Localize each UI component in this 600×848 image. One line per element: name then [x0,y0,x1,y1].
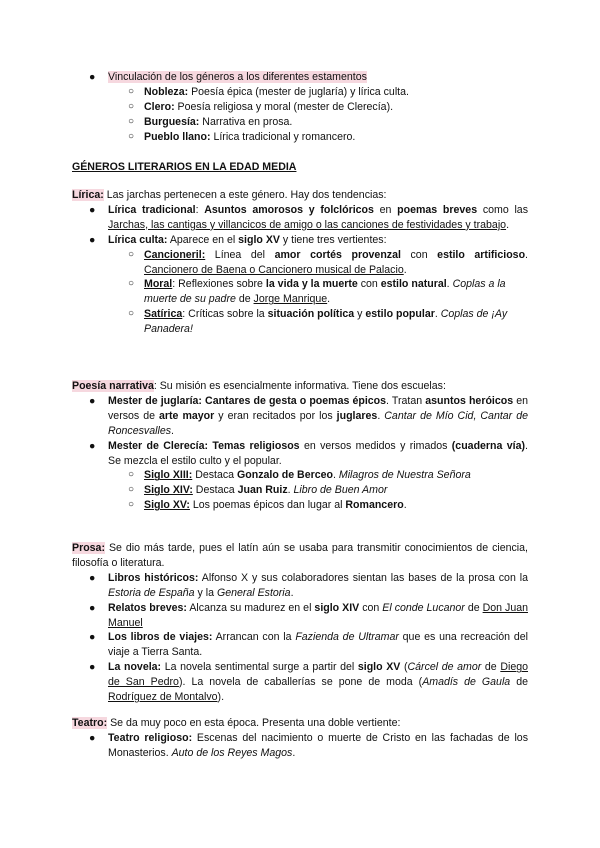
bold-text: estilo popular [365,308,435,321]
list-item [72,630,528,660]
text: y la [194,586,217,599]
text: con [400,248,438,261]
lirica-intro: Las jarchas pertenecen a este género. Hay dos tendencias: [103,189,387,201]
bold-text: arte mayor [159,409,215,422]
item-label: Mester de Clerecía: [108,439,209,452]
text: Escenas del nacimiento o muerte de Cristo en las fachadas de los Monasterios. [108,731,529,759]
text: . [377,409,385,422]
italic-text: Milagros de Nuestra Señora [338,469,471,482]
item-label: Nobleza: [144,85,189,98]
list-item [72,394,528,439]
underlined-text: Rodríguez de Montalvo [108,691,218,704]
bold-text: juglares [336,409,378,422]
bullet-disc: ● [89,661,96,674]
text: . [292,746,296,759]
list-item [72,203,528,233]
text: Destaca [192,469,238,482]
italic-text: Estoria de España [108,586,195,599]
bullet-disc: ● [89,233,96,246]
bold-text: siglo XV [238,233,280,246]
item-text: Lírica tradicional y romancero. [210,130,356,143]
bold-text: estilo natural [380,278,447,291]
item-text: Narrativa en prosa. [199,115,293,128]
bold-text: siglo XV [357,661,401,674]
item-label: Lírica culta: [108,233,168,246]
underlined-text: Jorge Manrique [253,293,328,306]
text: y eran recitados por los [214,409,337,422]
bold-text: la vida y la muerte [265,278,358,291]
teatro-section [72,716,528,761]
text: . [332,469,339,482]
teatro-intro: Se da muy poco en esta época. Presenta una doble vertiente: [107,717,401,729]
item-label: Moral [144,278,173,291]
underlined-text: Don Juan Manuel [108,601,528,629]
bullet-disc: ● [89,394,96,407]
text: . [434,308,441,321]
text: : [195,203,205,216]
item-text: Poesía épica (mester de juglaría) y lírica culta. [188,85,409,98]
bullet-circle: ○ [128,484,135,496]
underlined-text: Jarchas, las cantigas y villancicos de amigo o las canciones de festividades y trabajo [108,218,507,231]
text: . [287,484,294,497]
bullet-circle: ○ [128,248,135,260]
text: Destaca [192,484,238,497]
text: con [357,278,381,291]
item-label: Cancioneril: [144,248,206,261]
bold-text: Asuntos amorosos y folclóricos [204,203,374,216]
bullet-disc: ● [89,439,96,452]
bullet-disc: ● [89,203,96,216]
text: . [446,278,453,291]
italic-text: Libro de Buen Amor [293,484,388,497]
text: . [506,218,510,231]
text: Los poemas épicos dan lugar al [189,499,346,512]
narrativa-label: Poesía narrativa [72,380,154,392]
text: Aparece en el [167,233,239,246]
teatro-label: Teatro: [72,717,108,729]
bold-text: situación política [267,308,355,321]
italic-text: Auto de los Reyes Magos [171,746,293,759]
text: de [510,676,529,689]
text: La novela sentimental surge a partir del [161,661,358,674]
item-label: Siglo XIII: [144,469,193,482]
prosa-label: Prosa: [72,542,105,554]
text: y tiene tres vertientes: [279,233,387,246]
item-label: Libros históricos: [108,571,199,584]
item-label: Clero: [144,100,175,113]
item-label: La novela: [108,661,162,674]
list-item [72,660,528,705]
bold-text: Gonzalo de Berceo [237,469,333,482]
bullet-disc: ● [89,71,96,83]
text: . [171,424,174,437]
text: ( [400,661,408,674]
bullet-disc: ● [89,601,96,614]
text: en versos de [108,394,529,422]
text: . [403,499,407,512]
estamentos-intro: Vinculación de los géneros a los diferentes estamentos [108,71,367,83]
bullet-circle: ○ [128,499,135,511]
bold-text: (cuaderna vía) [451,439,526,452]
item-label: Lírica tradicional [108,203,196,216]
list-item [72,483,528,498]
prosa-section [72,541,528,705]
prosa-intro: Se dio más tarde, pues el latín aún se usaba para transmitir conocimientos de ciencia, filosofía o literatura. [72,542,528,569]
item-label: Mester de juglaría: [108,394,202,407]
list-item [72,130,528,145]
text: y [354,308,366,321]
list-item [72,498,528,513]
text: ). [217,691,225,704]
bullet-circle: ○ [128,308,135,320]
text: de [464,601,483,614]
bold-text: Romancero [345,499,404,512]
list-item [72,277,528,307]
list-item [72,100,528,115]
text: . Se mezcla el estilo culto y el popular. [108,439,528,467]
item-label: Los libros de viajes: [108,631,213,644]
italic-text: El conde Lucanor [382,601,465,614]
item-label: Satírica [144,308,183,321]
bold-text: Temas religiosos [208,439,300,452]
list-item [72,439,528,469]
italic-text: General Estoria [216,586,291,599]
text: Línea del [205,248,275,261]
bold-text: asuntos heróicos [425,394,514,407]
text: . [290,586,294,599]
text: Arrancan con la [212,631,296,644]
text: . [403,263,407,276]
italic-text: Cantar de Mío Cid, Cantar de Roncesvalles [108,409,528,437]
text: Alfonso X y sus colaboradores sientan las bases de la prosa con la [198,571,529,584]
text: como las [477,203,528,216]
italic-text: Coplas de ¡Ay Panadera! [144,308,508,336]
bullet-disc: ● [89,631,96,644]
page-title: GÉNEROS LITERARIOS EN LA EDAD MEDIA [72,161,297,173]
narrativa-section [72,379,528,513]
bold-text: Juan Ruiz [237,484,288,497]
text: en [373,203,398,216]
bullet-disc: ● [89,731,96,744]
list-item [72,601,528,631]
bold-text: poemas breves [397,203,478,216]
bullet-circle: ○ [128,85,135,97]
underlined-text: Cancionero de Baena o Cancionero musical de Palacio [144,263,404,276]
text: : Reflexiones sobre [172,278,266,291]
list-item [72,248,528,278]
list-item [72,85,528,100]
list-item [72,307,528,337]
list-item [72,233,528,248]
lirica-label: Lírica: [72,189,104,201]
item-label: Pueblo llano: [144,130,211,143]
bullet-circle: ○ [128,130,135,142]
narrativa-intro: : Su misión es esencialmente informativa. Tiene dos escuelas: [153,380,446,392]
text: ). La novela de caballerías se pone de moda ( [178,676,423,689]
bold-text: Cantares de gesta o poemas épicos [201,394,387,407]
text: de [235,293,254,306]
list-item [72,731,528,761]
italic-text: Cárcel de amor [407,661,482,674]
text: de [481,661,501,674]
italic-text: Amadís de Gaula [422,676,511,689]
text: . Tratan [386,394,426,407]
item-text: Poesía religiosa y moral (mester de Clerecía). [174,100,394,113]
bullet-circle: ○ [128,115,135,127]
text: que es una recreación del viaje a Tierra Santa. [108,631,528,659]
bold-text: amor cortés provenzal [274,248,401,261]
bullet-circle: ○ [128,100,135,112]
item-label: Relatos breves: [108,601,187,614]
list-item [72,70,528,85]
lirica-section [72,188,528,337]
text: : Críticas sobre la [182,308,268,321]
bullet-disc: ● [89,571,96,584]
bold-text: siglo XIV [314,601,360,614]
list-item [72,468,528,483]
item-label: Siglo XV: [144,499,190,512]
text: en versos medidos y rimados [299,439,452,452]
text: . [525,248,528,261]
estamentos-section [72,70,528,145]
underlined-text: Diego de San Pedro [108,661,529,689]
bullet-circle: ○ [128,278,135,290]
item-label: Burguesía: [144,115,200,128]
text: Alcanza su madurez en el [186,601,315,614]
bold-text: estilo artificioso [437,248,526,261]
text: con [359,601,383,614]
bullet-circle: ○ [128,469,135,481]
item-label: Teatro religioso: [108,731,193,744]
text: . [327,293,331,306]
list-item [72,115,528,130]
item-label: Siglo XIV: [144,484,193,497]
page-title-block [72,160,528,175]
list-item [72,571,528,601]
italic-text: Fazienda de Ultramar [295,631,399,644]
italic-text: Coplas a la muerte de su padre [144,278,506,306]
